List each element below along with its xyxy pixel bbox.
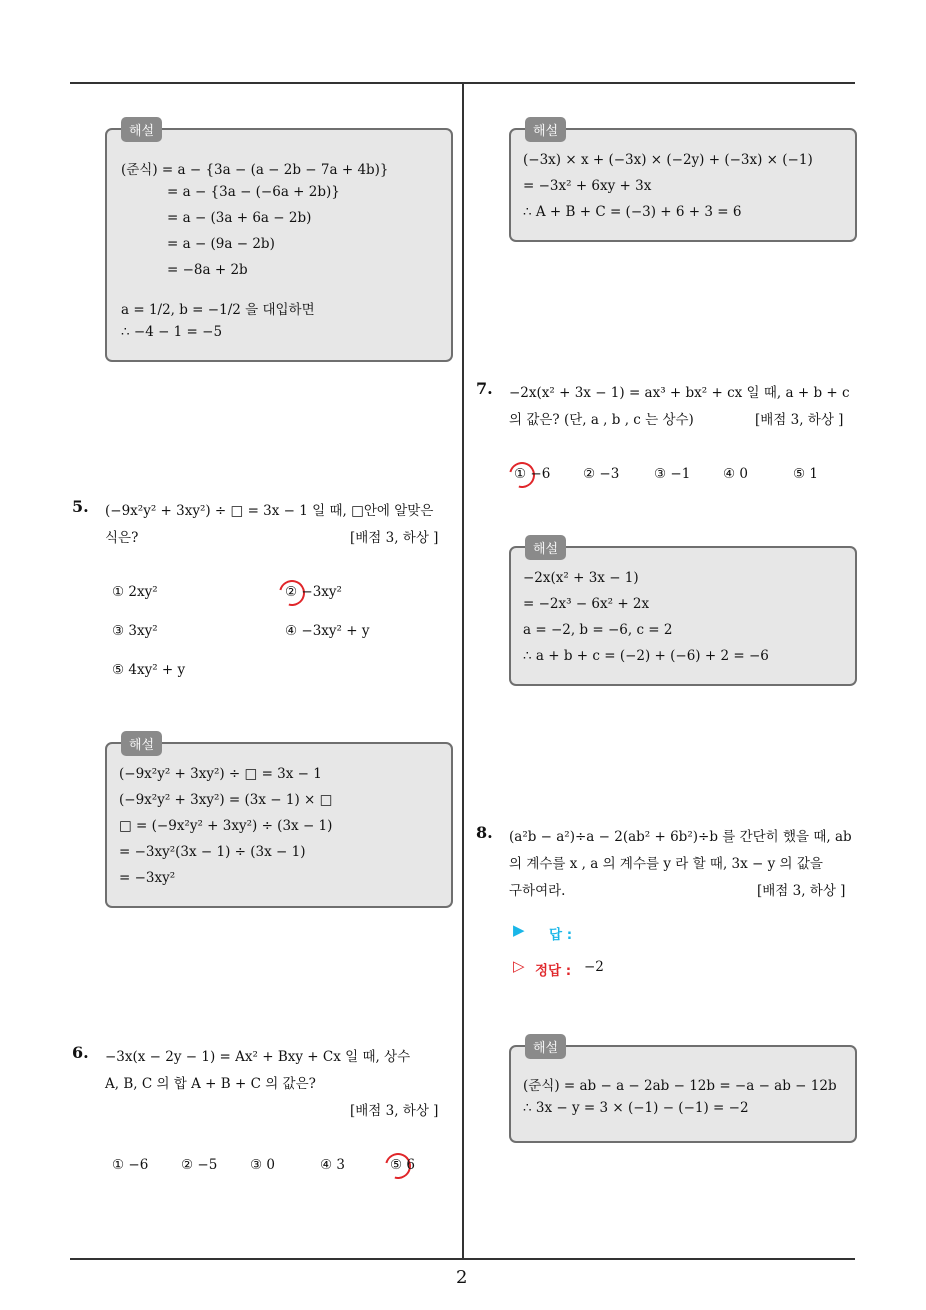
question-number: 6. — [72, 1043, 89, 1062]
page-number: 2 — [456, 1267, 468, 1288]
option-2[interactable]: ② −3xy² — [285, 584, 342, 600]
solution-line: ∴ A + B + C = (−3) + 6 + 3 = 6 — [523, 204, 742, 220]
option-3[interactable]: ③ 0 — [250, 1157, 275, 1173]
solution-line: = −3xy² — [119, 870, 176, 886]
solution-line: = −3xy²(3x − 1) ÷ (3x − 1) — [119, 844, 306, 860]
question-number: 5. — [72, 497, 89, 516]
solution-line: ∴ −4 − 1 = −5 — [121, 324, 223, 340]
question-number: 7. — [476, 379, 493, 398]
solution-box-q8 — [509, 1041, 857, 1143]
solution-line: (−9x²y² + 3xy²) = (3x − 1) × □ — [119, 792, 333, 808]
question-text: (−9x²y² + 3xy²) ÷ □ = 3x − 1 일 때, □안에 알맞은 — [105, 503, 434, 519]
question-meta: [배점 3, 하상 ] — [350, 1103, 439, 1119]
option-1[interactable]: ① 2xy² — [112, 584, 158, 600]
option-5[interactable]: ⑤ 6 — [390, 1157, 415, 1173]
question-text: 식은? — [105, 530, 139, 546]
solution-tag: 해설 — [121, 117, 162, 142]
question-text: 의 계수를 x , a 의 계수를 y 라 할 때, 3x − y 의 값을 — [509, 856, 823, 872]
solution-line: ∴ a + b + c = (−2) + (−6) + 2 = −6 — [523, 648, 769, 664]
solution-line: (준식) = a − {3a − (a − 2b − 7a + 4b)} — [121, 162, 389, 178]
correct-answer-label: 정답 : — [535, 963, 572, 979]
solution-box-1 — [105, 124, 453, 362]
option-1[interactable]: ① −6 — [112, 1157, 149, 1173]
solution-box-q7 — [509, 542, 857, 686]
answer-label: 답 : — [549, 927, 573, 943]
question-text: A, B, C 의 합 A + B + C 의 값은? — [105, 1076, 316, 1092]
solution-line: ∴ 3x − y = 3 × (−1) − (−1) = −2 — [523, 1100, 749, 1116]
question-meta: [배점 3, 하상 ] — [755, 412, 844, 428]
question-text: (a²b − a²)÷a − 2(ab² + 6b²)÷b 를 간단히 했을 때, ab — [509, 829, 852, 845]
solution-box-q6 — [509, 124, 857, 242]
option-4[interactable]: ④ 0 — [723, 466, 748, 482]
question-meta: [배점 3, 하상 ] — [757, 883, 846, 899]
solution-box-q5 — [105, 738, 453, 908]
option-2[interactable]: ② −3 — [583, 466, 620, 482]
solution-line: (−3x) × x + (−3x) × (−2y) + (−3x) × (−1) — [523, 152, 813, 168]
option-4[interactable]: ④ 3 — [320, 1157, 345, 1173]
question-text: −3x(x − 2y − 1) = Ax² + Bxy + Cx 일 때, 상수 — [105, 1049, 411, 1065]
solution-line: (−9x²y² + 3xy²) ÷ □ = 3x − 1 — [119, 766, 322, 782]
column-divider — [462, 82, 464, 1259]
answer-arrow-icon: ▶ — [513, 921, 525, 939]
correct-arrow-icon: ▷ — [513, 957, 525, 975]
option-2[interactable]: ② −5 — [181, 1157, 218, 1173]
solution-tag: 해설 — [525, 1034, 566, 1059]
solution-line: = −3x² + 6xy + 3x — [523, 178, 652, 194]
option-5[interactable]: ⑤ 4xy² + y — [112, 662, 186, 678]
question-meta: [배점 3, 하상 ] — [350, 530, 439, 546]
option-3[interactable]: ③ 3xy² — [112, 623, 158, 639]
solution-line: = −2x³ − 6x² + 2x — [523, 596, 650, 612]
question-number: 8. — [476, 823, 493, 842]
solution-line: = a − {3a − (−6a + 2b)} — [167, 184, 340, 200]
solution-tag: 해설 — [525, 117, 566, 142]
question-text: 구하여라. — [509, 883, 566, 899]
solution-line: □ = (−9x²y² + 3xy²) ÷ (3x − 1) — [119, 818, 333, 834]
question-text: −2x(x² + 3x − 1) = ax³ + bx² + cx 일 때, a + b + c — [509, 385, 850, 401]
option-5[interactable]: ⑤ 1 — [793, 466, 818, 482]
option-4[interactable]: ④ −3xy² + y — [285, 623, 370, 639]
solution-line: = a − (9a − 2b) — [167, 236, 275, 252]
solution-line: a = 1/2, b = −1/2 을 대입하면 — [121, 302, 315, 318]
solution-line: = −8a + 2b — [167, 262, 248, 278]
correct-answer-value: −2 — [584, 959, 604, 975]
solution-tag: 해설 — [121, 731, 162, 756]
option-1[interactable]: ① −6 — [514, 466, 551, 482]
option-3[interactable]: ③ −1 — [654, 466, 691, 482]
solution-line: = a − (3a + 6a − 2b) — [167, 210, 312, 226]
solution-line: a = −2, b = −6, c = 2 — [523, 622, 673, 638]
solution-line: −2x(x² + 3x − 1) — [523, 570, 639, 586]
solution-tag: 해설 — [525, 535, 566, 560]
solution-line: (준식) = ab − a − 2ab − 12b = −a − ab − 12b — [523, 1078, 837, 1094]
question-text: 의 값은? (단, a , b , c 는 상수) — [509, 412, 694, 428]
